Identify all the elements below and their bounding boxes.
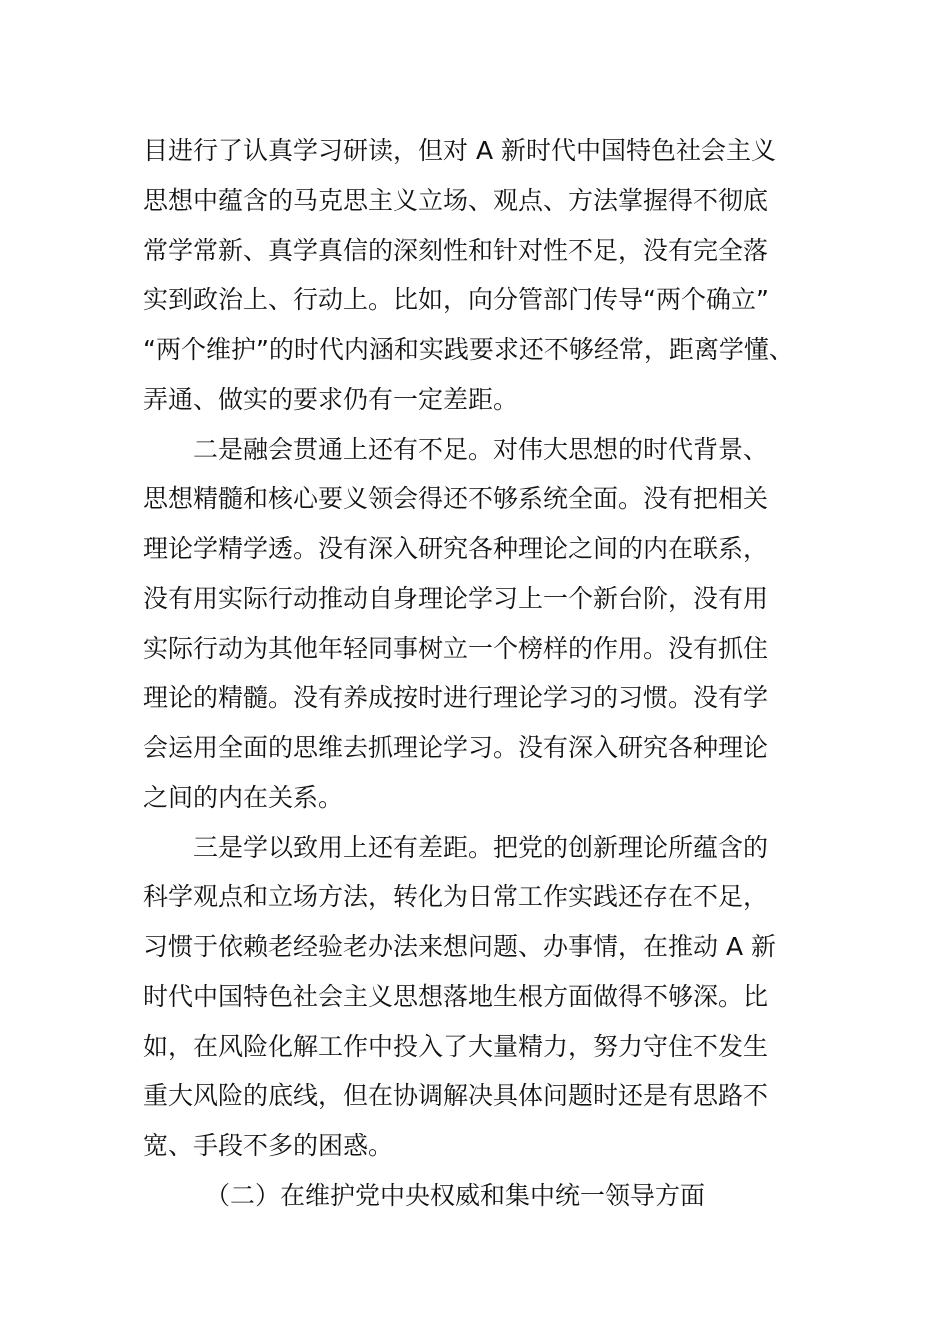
text-line-8: 思想精髓和核心要义领会得还不够系统全面。没有把相关 [143,484,769,514]
text-line-16: 科学观点和立场方法，转化为日常工作实践还存在不足， [143,882,769,912]
text-line-14: 之间的内在关系。 [143,782,344,812]
text-line-6: 弄通、做实的要求仍有一定差距。 [143,384,519,414]
text-line-1: 目进行了认真学习研读，但对 A 新时代中国特色社会主义 [143,136,776,165]
text-line-9: 理论学精学透。没有深入研究各种理论之间的内在联系， [143,534,769,563]
text-line-19: 如，在风险化解工作中投入了大量精力，努力守住不发生 [143,1031,769,1061]
document-body [143,126,813,1221]
text-line-20: 重大风险的底线，但在协调解决具体问题时还是有思路不 [143,1081,769,1111]
text-line-17: 习惯于依赖老经验老办法来想问题、办事情，在推动 A 新 [143,932,776,961]
text-line-11: 实际行动为其他年轻同事树立一个榜样的作用。没有抓住 [143,633,769,663]
text-line-13: 会运用全面的思维去抓理论学习。没有深入研究各种理论 [143,733,769,762]
text-line-21: 宽、手段不多的困惑。 [143,1131,394,1160]
text-line-5: “两个维护”的时代内涵和实践要求还不够经常，距离学懂、 [143,335,794,364]
text-line-15: 三是学以致用上还有差距。把党的创新理论所蕴含的 [193,832,769,862]
text-line-12: 理论的精髓。没有养成按时进行理论学习的习惯。没有学 [143,683,769,713]
text-line-4: 实到政治上、行动上。比如，向分管部门传导“两个确立” [143,285,769,315]
text-line-10: 没有用实际行动推动自身理论学习上一个新台阶，没有用 [143,583,769,613]
text-line-2: 思想中蕴含的马克思主义立场、观点、方法掌握得不彻底 [143,185,769,215]
text-line-18: 时代中国特色社会主义思想落地生根方面做得不够深。比 [143,981,769,1011]
text-line-3: 常学常新、真学真信的深刻性和针对性不足，没有完全落 [143,235,769,265]
text-line-7: 二是融会贯通上还有不足。对伟大思想的时代背景、 [193,434,769,464]
section-heading: （二）在维护党中央权威和集中统一领导方面 [205,1180,706,1210]
